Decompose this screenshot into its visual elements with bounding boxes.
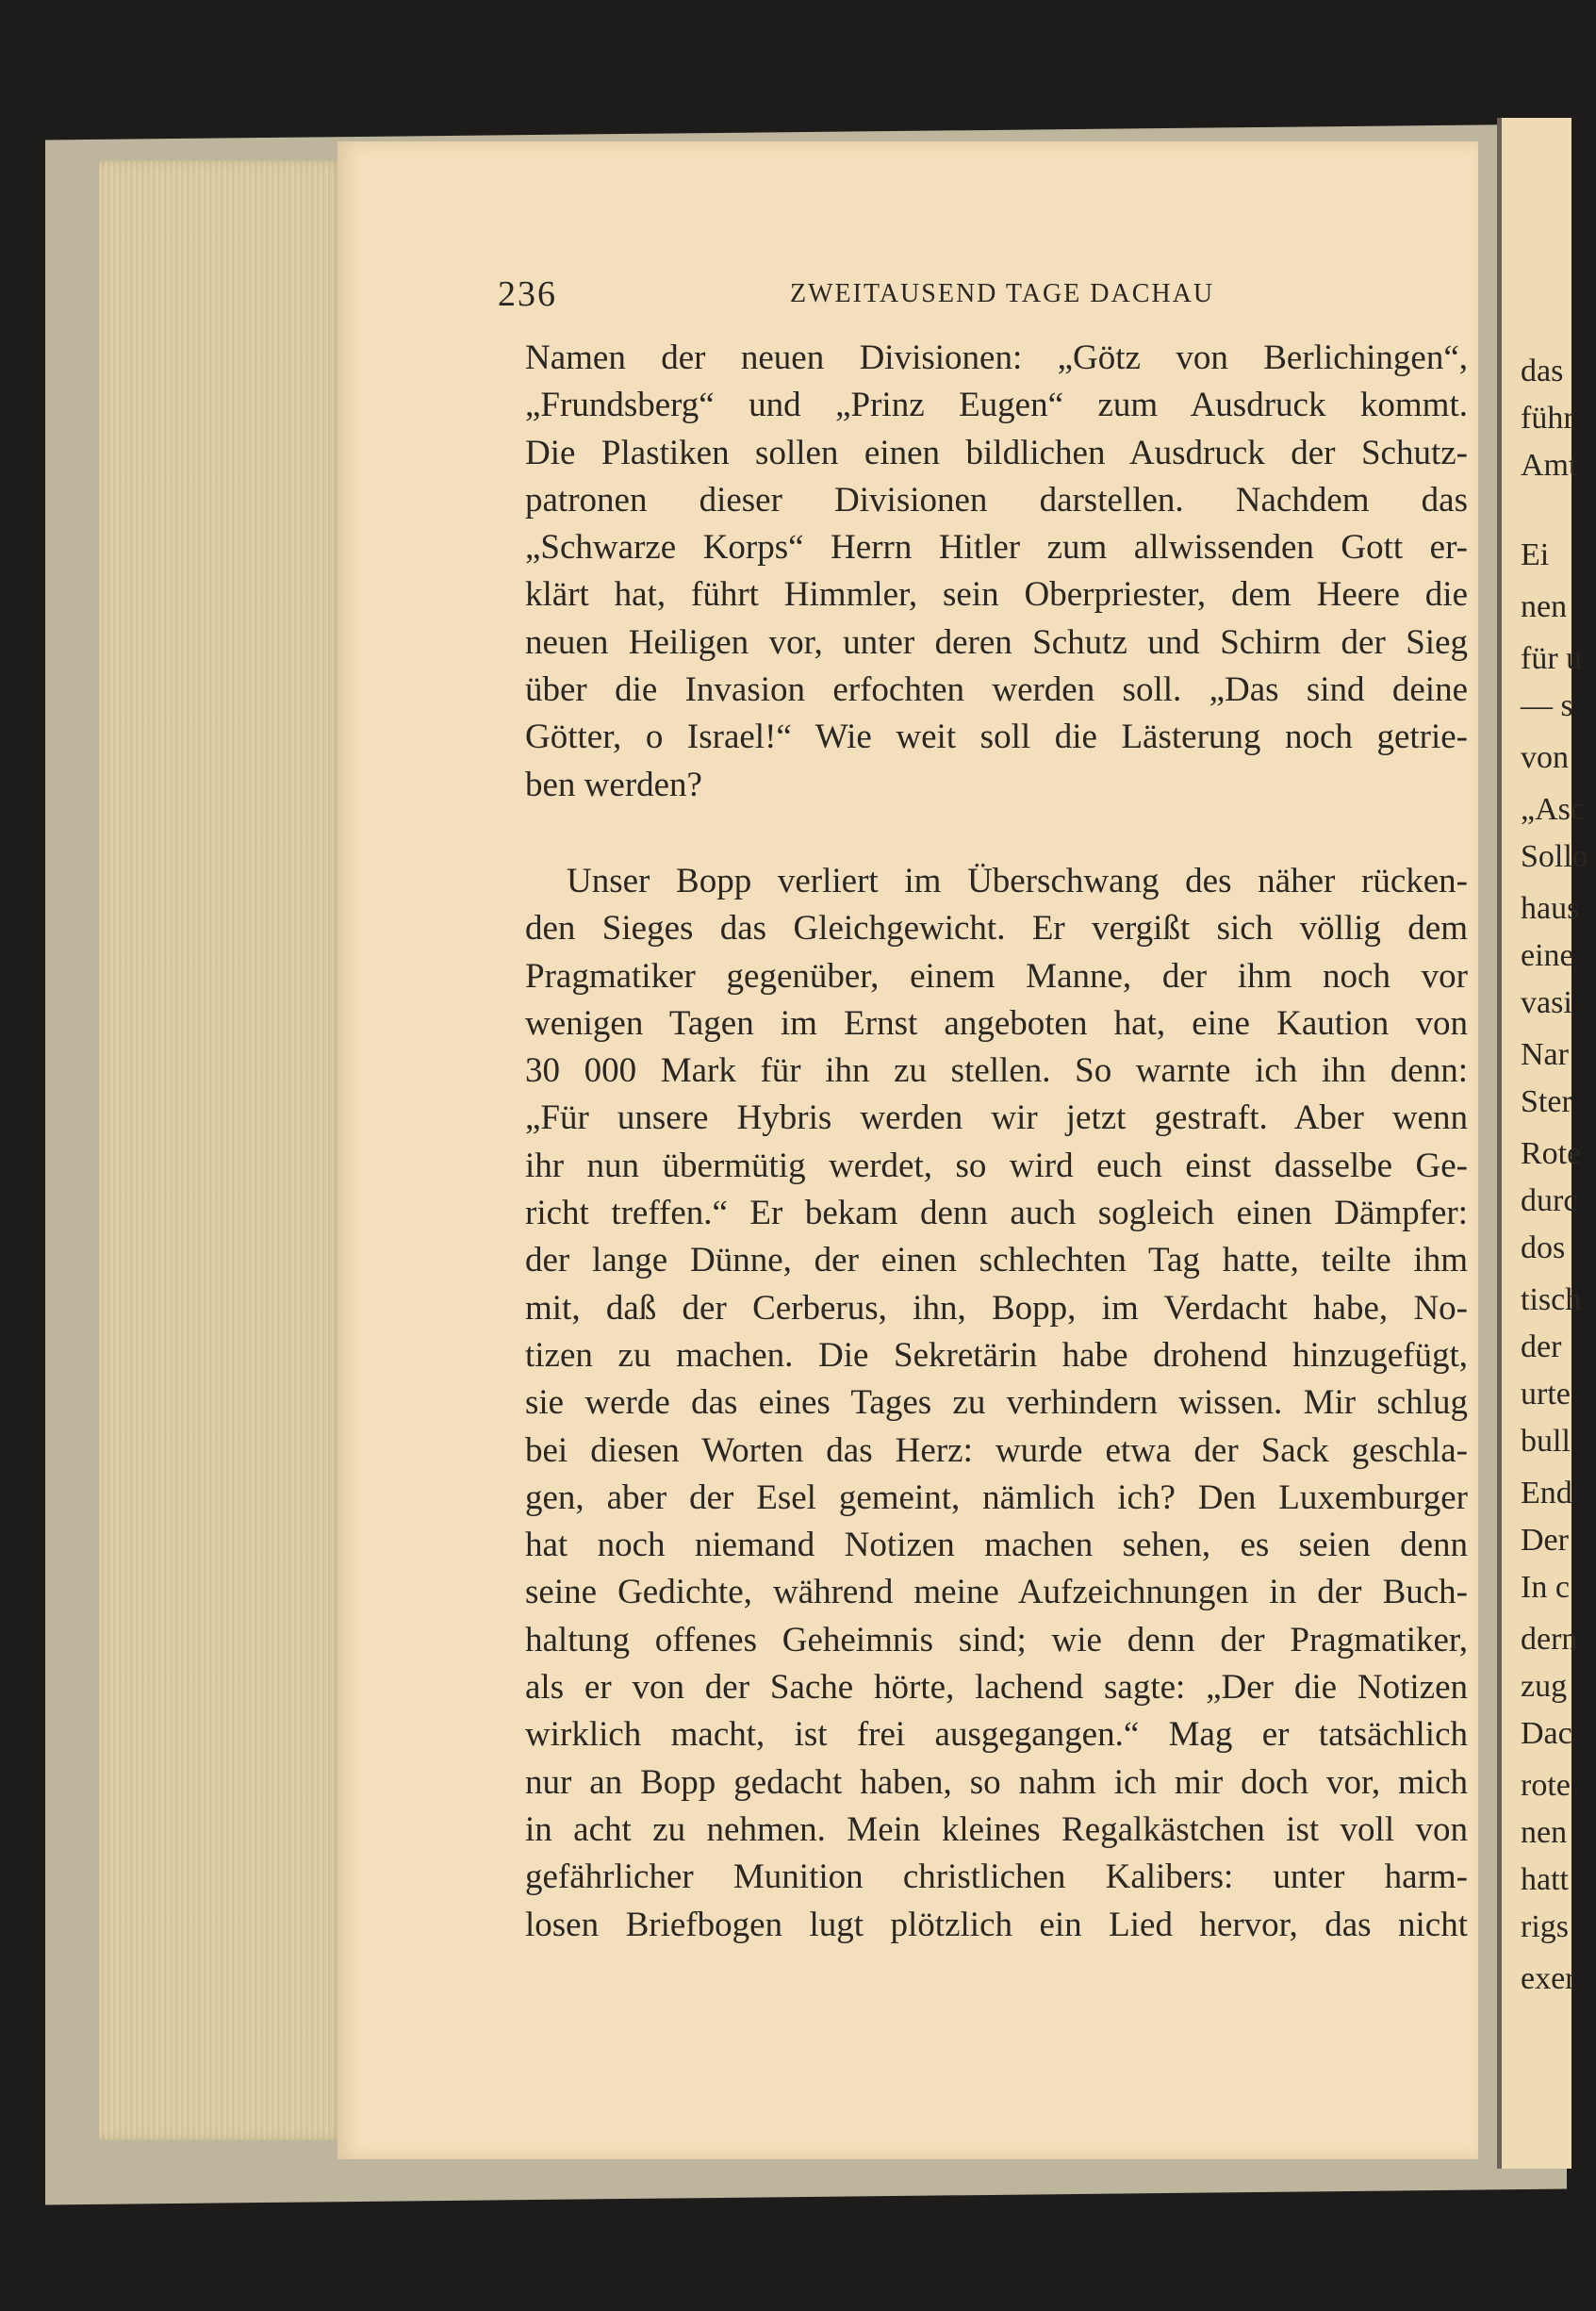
text-line: patronen dieser Divisionen darstellen. Nachdem das — [525, 480, 1468, 520]
facing-page-fragment: rote — [1521, 1768, 1571, 1803]
facing-page-fragment: „Asc — [1521, 792, 1585, 827]
facing-page-fragment: eine — [1521, 938, 1574, 973]
facing-page-fragment: exer — [1521, 1961, 1576, 1996]
text-line: gen, aber der Esel gemeint, nämlich ich? Den Luxemburger — [525, 1477, 1468, 1517]
text-line: „Schwarze Korps“ Herrn Hitler zum allwissenden Gott er- — [525, 528, 1468, 568]
text-line: Die Plastiken sollen einen bildlichen Ausdruck der Schutz- — [525, 433, 1468, 472]
text-line: als er von der Sache hörte, lachend sagte: „Der die Notizen — [525, 1668, 1468, 1708]
text-line: ihr nun übermütig werdet, so wird euch einst dasselbe Ge- — [525, 1146, 1468, 1185]
text-line: „Für unsere Hybris werden wir jetzt gestraft. Aber wenn — [525, 1098, 1468, 1138]
text-line: über die Invasion erfochten werden soll. „Das sind deine — [525, 670, 1468, 710]
facing-page-fragment: In c — [1521, 1570, 1570, 1605]
facing-page-fragment: durc — [1521, 1183, 1578, 1218]
facing-page-fragment: für u — [1521, 641, 1583, 676]
facing-page-fragment: Rote — [1521, 1136, 1582, 1171]
text-line: 30 000 Mark für ihn zu stellen. So warnte ich ihn denn: — [525, 1051, 1468, 1091]
running-head: ZWEITAUSEND TAGE DACHAU — [790, 279, 1215, 308]
text-line: gefährlicher Munition christlichen Kalibers: unter harm- — [525, 1857, 1468, 1897]
page-number: 236 — [498, 274, 557, 314]
text-line: wenigen Tagen im Ernst angeboten hat, eine Kaution von — [525, 1003, 1468, 1043]
facing-page-fragment: tisch — [1521, 1282, 1582, 1317]
facing-page-fragment: von — [1521, 740, 1569, 775]
facing-page-fragment: haus — [1521, 891, 1580, 926]
text-line: der lange Dünne, der einen schlechten Tag hatte, teilte ihm — [525, 1241, 1468, 1280]
page-header — [498, 273, 1497, 321]
text-line: wirklich macht, ist frei ausgegangen.“ Mag er tatsächlich — [525, 1715, 1468, 1755]
facing-page-fragment: rigs — [1521, 1909, 1569, 1944]
facing-page-fragment: führ — [1521, 401, 1574, 436]
text-line: Namen der neuen Divisionen: „Götz von Berlichingen“, — [525, 338, 1468, 377]
facing-page-fragment: das — [1521, 354, 1564, 388]
facing-page-fragment: hatt — [1521, 1862, 1569, 1897]
facing-page-fragment: vasi — [1521, 985, 1572, 1020]
facing-page-fragment: Ei — [1521, 537, 1550, 572]
facing-page-fragment: Amt — [1521, 448, 1578, 483]
facing-page-fragment: nen — [1521, 589, 1568, 624]
facing-page-fragment: nen — [1521, 1815, 1568, 1850]
facing-page — [1497, 118, 1588, 2169]
facing-page-fragment: Ster — [1521, 1084, 1572, 1119]
facing-page-fragment: bull — [1521, 1424, 1571, 1459]
text-line: tizen zu machen. Die Sekretärin habe drohend hinzugefügt, — [525, 1335, 1468, 1375]
text-line: Pragmatiker gegenüber, einem Manne, der ihm noch vor — [525, 956, 1468, 996]
body-text — [525, 335, 1468, 1949]
text-line: sie werde das eines Tages zu verhindern wissen. Mir schlug — [525, 1383, 1468, 1423]
paragraph — [525, 858, 1468, 1949]
page-edges — [99, 160, 344, 2140]
text-line: ben werden? — [525, 765, 702, 804]
facing-page-fragment: dern — [1521, 1622, 1578, 1657]
facing-page-fragment: End — [1521, 1476, 1572, 1510]
facing-page-fragment: zug — [1521, 1669, 1568, 1704]
facing-page-fragment: Nar — [1521, 1037, 1569, 1072]
facing-page-fragment: Der — [1521, 1523, 1569, 1558]
text-line: haltung offenes Geheimnis sind; wie denn der Pragmatiker, — [525, 1620, 1468, 1659]
text-line: bei diesen Worten das Herz: wurde etwa der Sack geschla- — [525, 1430, 1468, 1470]
text-line: nur an Bopp gedacht haben, so nahm ich mir doch vor, mich — [525, 1762, 1468, 1802]
text-line: seine Gedichte, während meine Aufzeichnungen in der Buch- — [525, 1573, 1468, 1612]
text-line: hat noch niemand Notizen machen sehen, es seien denn — [525, 1526, 1468, 1565]
text-line: Unser Bopp verliert im Überschwang des näher rücken- — [567, 861, 1468, 900]
text-line: den Sieges das Gleichgewicht. Er vergißt sich völlig dem — [525, 909, 1468, 949]
text-line: „Frundsberg“ und „Prinz Eugen“ zum Ausdruck kommt. — [525, 386, 1468, 425]
facing-page-fragment: der — [1521, 1329, 1562, 1364]
text-line: Götter, o Israel!“ Wie weit soll die Lästerung noch getrie- — [525, 718, 1468, 757]
facing-page-fragment: urte — [1521, 1377, 1571, 1411]
paragraph — [525, 335, 1468, 809]
text-line: losen Briefbogen lugt plötzlich ein Lied hervor, das nicht — [525, 1905, 1468, 1944]
facing-page-fragment: — s — [1521, 688, 1573, 723]
text-line: klärt hat, führt Himmler, sein Oberpriester, dem Heere die — [525, 575, 1468, 615]
facing-page-fragment: dos — [1521, 1230, 1566, 1265]
text-line: mit, daß der Cerberus, ihn, Bopp, im Verdacht habe, No- — [525, 1288, 1468, 1328]
text-line: richt treffen.“ Er bekam denn auch sogleich einen Dämpfer: — [525, 1194, 1468, 1233]
facing-page-fragment: Dac — [1521, 1716, 1572, 1751]
text-line: neuen Heiligen vor, unter deren Schutz und Schirm der Sieg — [525, 622, 1468, 662]
text-line: in acht zu nehmen. Mein kleines Regalkästchen ist voll von — [525, 1809, 1468, 1849]
facing-page-fragment: Sollo — [1521, 839, 1588, 874]
